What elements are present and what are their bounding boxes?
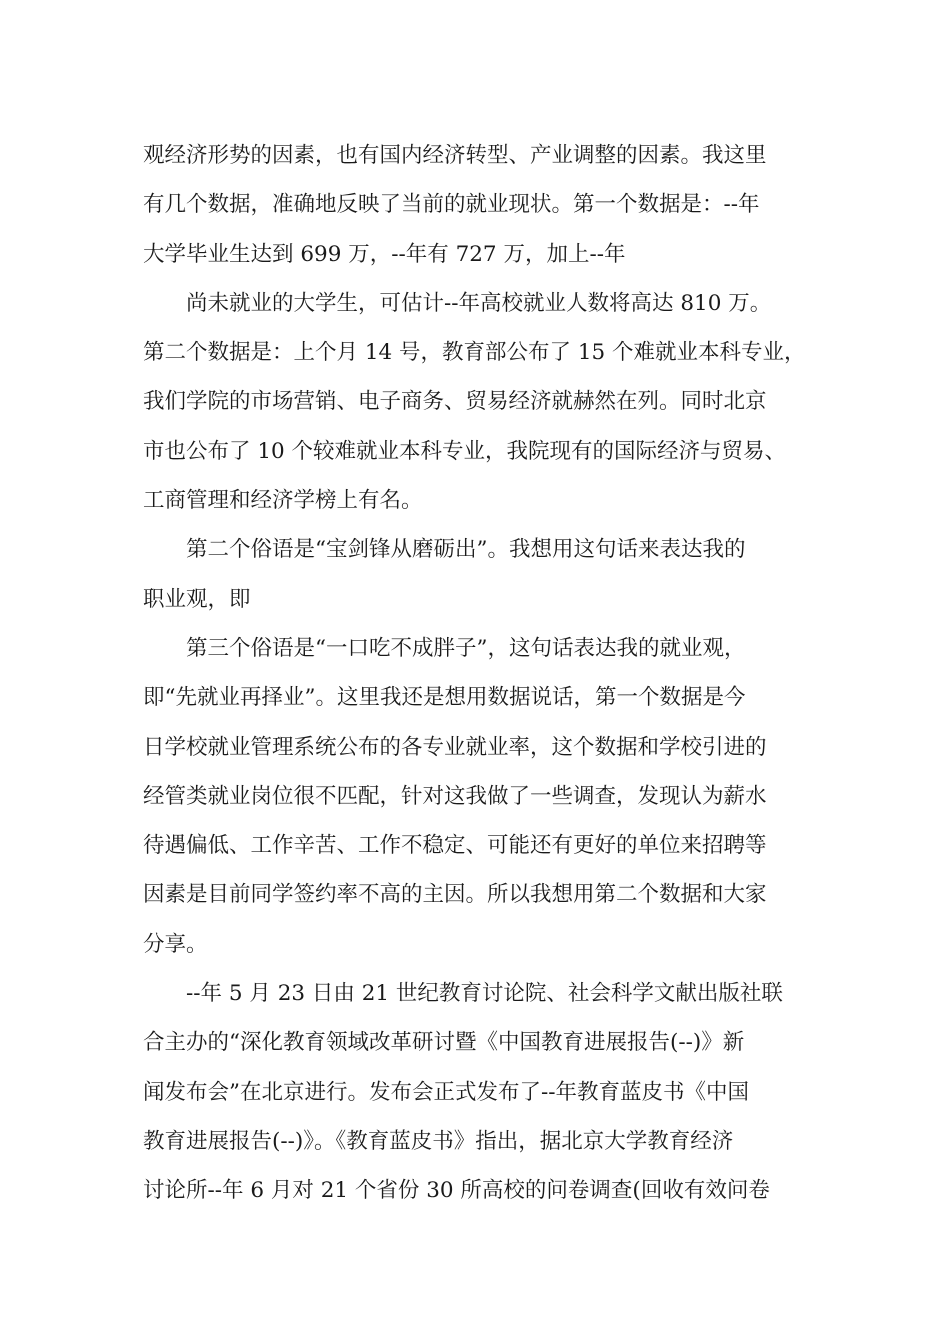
body-text [143,131,843,1216]
text-line: 因素是目前同学签约率不高的主因。所以我想用第二个数据和大家 [143,882,767,908]
text-line: 经管类就业岗位很不匹配，针对这我做了一些调查，发现认为薪水 [143,783,767,809]
text-line: 闻发布会”在北京进行。发布会正式发布了--年教育蓝皮书《中国 [143,1079,750,1105]
text-line: 即“先就业再择业”。这里我还是想用数据说话，第一个数据是今 [143,685,746,711]
text-line: --年 5 月 23 日由 21 世纪教育讨论院、社会科学文献出版社联 [186,981,783,1007]
text-line: 日学校就业管理系统公布的各专业就业率，这个数据和学校引进的 [143,734,767,760]
text-line: 市也公布了 10 个较难就业本科专业，我院现有的国际经济与贸易、 [143,438,787,464]
text-line: 职业观，即 [143,586,251,612]
text-line: 工商管理和经济学榜上有名。 [143,488,423,514]
text-line: 分享。 [143,931,208,957]
text-line: 教育进展报告(--)》。《教育蓝皮书》指出，据北京大学教育经济 [143,1128,734,1154]
text-line: 大学毕业生达到 699 万，--年有 727 万，加上--年 [143,241,626,267]
text-line: 第二个俗语是“宝剑锋从磨砺出”。我想用这句话来表达我的 [186,537,746,563]
text-line: 尚未就业的大学生，可估计--年高校就业人数将高达 810 万。 [186,290,772,316]
text-line: 讨论所--年 6 月对 21 个省份 30 所高校的问卷调查(回收有效问卷 [143,1178,770,1204]
text-line: 第三个俗语是“一口吃不成胖子”，这句话表达我的就业观， [186,635,746,661]
text-line: 第二个数据是：上个月 14 号，教育部公布了 15 个难就业本科专业， [143,340,806,366]
text-line: 观经济形势的因素，也有国内经济转型、产业调整的因素。我这里 [143,143,767,168]
text-line: 我们学院的市场营销、电子商务、贸易经济就赫然在列。同时北京 [143,389,767,415]
text-line: 合主办的“深化教育领域改革研讨暨《中国教育进展报告(--)》新 [143,1030,745,1056]
text-line: 有几个数据，准确地反映了当前的就业现状。第一个数据是：--年 [143,192,760,218]
text-line: 待遇偏低、工作辛苦、工作不稳定、可能还有更好的单位来招聘等 [143,833,767,859]
